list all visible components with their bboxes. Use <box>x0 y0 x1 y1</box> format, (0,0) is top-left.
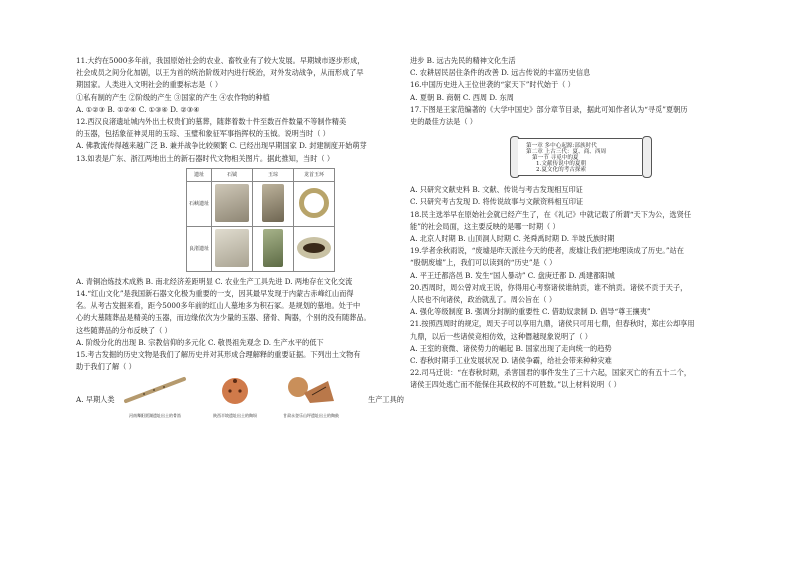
q15-option-a-start: A. 早期人类 <box>76 395 115 405</box>
toc-line: 第一章 多中心起源:部族时代 <box>526 143 597 150</box>
q15-line: 助于我们了解（ ） <box>76 362 136 372</box>
q20-options: A. 强化等级制度 B. 强调分封制的重要性 C. 借助奴隶制 D. 倡导“尊王攘夷” <box>410 307 651 317</box>
q15-line: 15.考古发掘的历史文物是我们了解历史并对其形成合理解释的重要证据。下列出土文物有 <box>76 350 361 360</box>
q22-line: 22.司马迁说：“在春秋时期，杀害国君的事件发生了三十六起，国家灭亡的有五十二个， <box>410 368 692 378</box>
q13-intro: 13.如表是广东、浙江两地出土的新石器时代文物相关图片。据此推知，当时（ ） <box>76 153 335 163</box>
right-column <box>410 55 728 392</box>
image-caption: 甘肃永登乐山坪遗址出土的陶鼓 <box>283 413 339 419</box>
q14-line: 这些随葬品的分布反映了（ ） <box>76 325 172 335</box>
q15-artifact-images <box>76 373 404 419</box>
q20-line: 人民也不向诸侯，政治就乱了。周公旨在（ ） <box>410 295 557 305</box>
q12-options: A. 佛教流传得越来越广泛 B. 兼并战争比较频繁 C. 已经出现早期国家 D. 封建制度开始萌芽 <box>76 141 367 151</box>
scroll-body <box>518 138 642 176</box>
q14-line: 名。从考古发掘来看，距今5000多年前的红山人墓地多为积石冢。是规划的墓地。处于中 <box>76 301 361 311</box>
q18-line: 18.民主选举早在原始社会就已经产生了，在《礼记》中就记载了所谓“天下为公，选贤任 <box>410 209 692 219</box>
q12-line: 12.西汉良渚遗址城内外出土权贵们的墓葬，随葬着数十件至数百件数量不等制作精美 <box>76 117 347 127</box>
q12-line: 的玉器，包括象征神灵用的玉琮、玉璧和象征军事指挥权的玉钺。说明当时（ ） <box>76 129 330 139</box>
q13-artifact-table <box>186 168 335 272</box>
q14-options: A. 阶级分化的出现 B. 宗教信仰的多元化 C. 敬畏祖先观念 D. 生产水平的低下 <box>76 337 324 347</box>
table-header: 龙首玉环 <box>294 168 335 181</box>
q17-line: 史的最佳方法是（ ） <box>410 117 477 127</box>
table-row-label: 石峡遗址 <box>187 181 212 226</box>
q19-line: “殷朝废墟”上，我们可以读到的“历史”是（ ） <box>410 258 557 268</box>
pottery-xun-image <box>200 373 270 419</box>
q19-line: 19.学者余秋雨说，“废墟是昨天派往今天的使者，废墟让我们把地理读成了历史。”站在 <box>410 246 684 256</box>
q11-items: ①私有制的产生 ②阶级的产生 ③国家的产生 ④农作物的种植 <box>76 92 270 102</box>
stone-axe-image <box>212 181 253 226</box>
q20-line: 20.西周时，周公曾对成王说，你得用心考察诸侯谁纳贡，谁不纳贡。诸侯不贡于天子， <box>410 282 688 292</box>
dragon-jade-ring-image <box>294 226 335 271</box>
image-caption: 河南舞阳贾湖遗址出土的骨笛 <box>129 413 181 419</box>
q22-line: 诸侯王四处逃亡而不能保住其政权的不可胜数。”以上材料说明（ ） <box>410 380 621 390</box>
table-row-label: 良渚遗址 <box>187 226 212 271</box>
table-header: 遗址 <box>187 168 212 181</box>
q11-line: 11.大约在5000多年前，我国原始社会的农业、畜牧业有了较大发展。早期城市逐步形成， <box>76 56 365 65</box>
q14-line: 14.“红山文化”是我国新石器文化极为重要的一支，因其最早发现于内蒙古赤峰红山而得 <box>76 289 354 299</box>
toc-line: 第一节 寻觅中的夏 <box>532 155 579 162</box>
image-caption: 陕西半坡遗址出土的陶埙 <box>213 413 257 419</box>
q14-line: 心的大墓随葬品是精美的玉器，而边缘依次为少量的玉器、猪骨、陶器，个别的没有随葬品。 <box>76 313 371 323</box>
q21-options: C. 春秋时期手工业发展状况 D. 诸侯争霸，给社会带来种种灾难 <box>410 356 612 366</box>
jade-cong-image <box>253 226 294 271</box>
q18-options: A. 北京人时期 B. 山顶洞人时期 C. 尧舜禹时期 D. 半坡氏族时期 <box>410 234 615 244</box>
q15-options: 进步 B. 远古先民的精神文化生活 <box>410 56 516 65</box>
q15-option-a-end: 生产工具的 <box>368 395 404 405</box>
jade-cong-image <box>253 181 294 226</box>
q21-line: 九鼎，以后一些诸侯竞相仿效，这种僭越现象说明了（ ） <box>410 331 592 341</box>
scroll-roll <box>642 136 652 178</box>
q11-line: 社会成员之间分化加剧，以王为首的统治阶级对内进行统治，对外发动战争，从而形成了早 <box>76 68 364 78</box>
dragon-jade-ring-image <box>294 181 335 226</box>
table-header: 玉琮 <box>253 168 294 181</box>
toc-line: 1.文献传说中的夏朝 <box>536 161 587 168</box>
book-contents-scroll <box>510 132 650 180</box>
q19-options: A. 平王迁都洛邑 B. 发生“国人暴动” C. 盘庚迁都 D. 禹建都阳城 <box>410 270 615 280</box>
toc-line: 第二章 上古三代：夏、商、西周 <box>526 149 607 156</box>
q18-line: 能”的社会局面，这主要反映的是哪一时期（ ） <box>410 221 560 231</box>
q13-options: A. 青铜冶炼技术成熟 B. 南北经济差距明显 C. 农业生产工具先进 D. 两地存在文化交流 <box>76 276 353 286</box>
q17-line: 17.下图是王家范编著的《大学中国史》部分章节目录，据此可知作者认为“寻觅”夏朝历 <box>410 104 688 114</box>
q16-line: 16.中国历史进入王位世袭的“家天下”时代始于（ ） <box>410 80 575 90</box>
stone-axe-image <box>212 226 253 271</box>
q16-options: A. 夏朝 B. 商朝 C. 西周 D. 东周 <box>410 92 514 102</box>
toc-line: 2.夏文化的考古探索 <box>536 167 587 174</box>
q17-options: A. 只研究文献史料 B. 文献、传说与考古发现相互印证 <box>410 185 583 195</box>
q11-line: 期国家。人类进入文明社会的重要标志是（ ） <box>76 80 223 90</box>
q15-options: C. 农耕居民居住条件的改善 D. 远古传说的丰富历史信息 <box>410 68 591 78</box>
pottery-drum-image <box>276 373 346 419</box>
table-header: 石钺 <box>212 168 253 181</box>
q21-options: A. 王室的衰微、诸侯势力的崛起 B. 国家出现了走向统一的趋势 <box>410 343 612 353</box>
q17-options: C. 只研究考古发现 D. 将传说故事与文献资料相互印证 <box>410 197 584 207</box>
left-column <box>76 55 404 419</box>
q21-line: 21.按照西周时的规定，周天子可以享用九鼎，诸侯只可用七鼎，但春秋时，郑庄公却享用 <box>410 319 695 329</box>
q11-options: A. ①②③ B. ①②④ C. ①③④ D. ②③④ <box>76 104 200 114</box>
bone-flute-image <box>120 373 190 419</box>
